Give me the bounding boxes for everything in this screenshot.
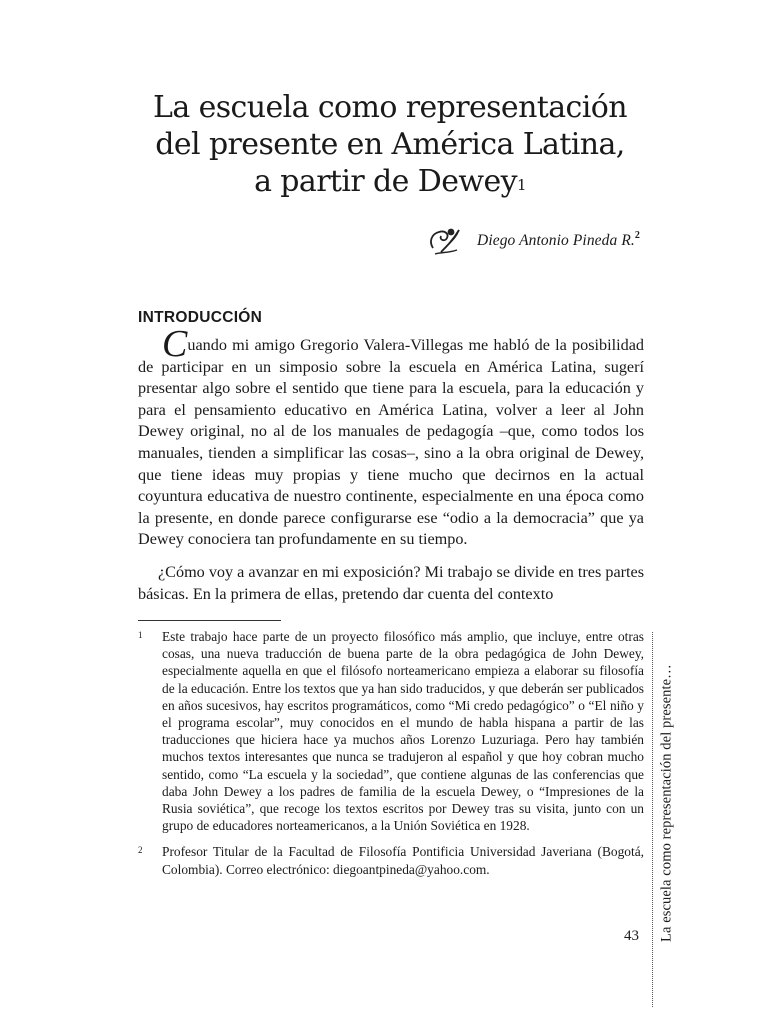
title-line-1: La escuela como representación [153,90,627,125]
footnote-text: Profesor Titular de la Facultad de Filosofía Pontificia Universidad Javeriana (Bogotá, Colombia). Correo electrónico: diegoantpineda@yahoo.com. [162,844,644,877]
footnote-number: 2 [138,845,143,856]
footnotes [138,628,644,887]
running-head: La escuela como representación del presente… [658,664,675,942]
article-title [120,89,660,200]
author-footnote-ref[interactable]: 2 [634,230,640,241]
side-dotted-rule [652,632,653,1007]
footnote-1 [138,628,644,834]
footnote-2 [138,843,644,877]
author-name: Diego Antonio Pineda R.$^2$ [477,230,640,249]
paragraph-2: ¿Cómo voy a avanzar en mi exposición? Mi trabajo se divide en tres partes básicas. En la primera de ellas, pretendo dar cuenta del contexto [138,562,644,603]
page-number: 43 [624,928,639,944]
body-text [138,323,644,605]
section-heading: INTRODUCCIÓN [138,309,263,326]
paragraph-1 [138,323,644,551]
paragraph-1-text: uando mi amigo Gregorio Valera-Villegas me habló de la posibilidad de participar en un simposio sobre la escuela en América Latina, sugerí presentar algo sobre el sentido que tiene para la escuela, para la educación y para el pensamiento educativo en América Latina, volver a leer al John Dewey original, no al de los manuales de pedagogía –que, como todos los manuales, tienden a simplificar las cosas–, sino a la obra original de Dewey, que tiene ideas muy propias y tiene mucho que decirnos en la actual coyuntura educativa de nuestro continente, especialmente en una época como la presente, en donde parece configurarse ese “odio a la democracia” que ya Dewey conociera tan profundamente en su tiempo. [138,336,644,549]
title-line-3: a partir de Dewey [254,164,517,199]
footnote-text: Este trabajo hace parte de un proyecto filosófico más amplio, que incluye, entre otras cosas, una nueva traducción de buena parte de la obra pedagógica de John Dewey, especialmente aquella en que el filósofo norteamericano empieza a elaborar su filosofía de la educación. Entre los textos que ya han sido traducidos, y que deberán ser publicados en años sucesivos, hay escritos programáticos, como “Mi credo pedagógico” o “El niño y el programa escolar”, muy conocidos en el mundo de habla hispana a partir de las traducciones que hiciera hace ya muchos años Lorenzo Luzuriaga. Pero hay también muchos textos interesantes que nunca se tradujeron al español y que hoy cobran mucho sentido, como “La escuela y la sociedad”, que contiene algunas de las conferencias que daba John Dewey a los padres de familia de la escuela Dewey, o “Impresiones de la Rusia soviética”, que recoge los textos escritos por Dewey tras su visita, junto con un grupo de educadores norteamericanos, a la Unión Soviética en 1928. [162,629,644,834]
title-line-2: del presente en América Latina, [155,127,625,162]
quill-ornament-icon [427,226,463,256]
author-byline [427,226,640,256]
footnote-separator [138,620,281,621]
title-footnote-ref[interactable]: 1 [516,176,526,194]
drop-cap: C [162,323,188,365]
footnote-number: 1 [138,630,143,640]
